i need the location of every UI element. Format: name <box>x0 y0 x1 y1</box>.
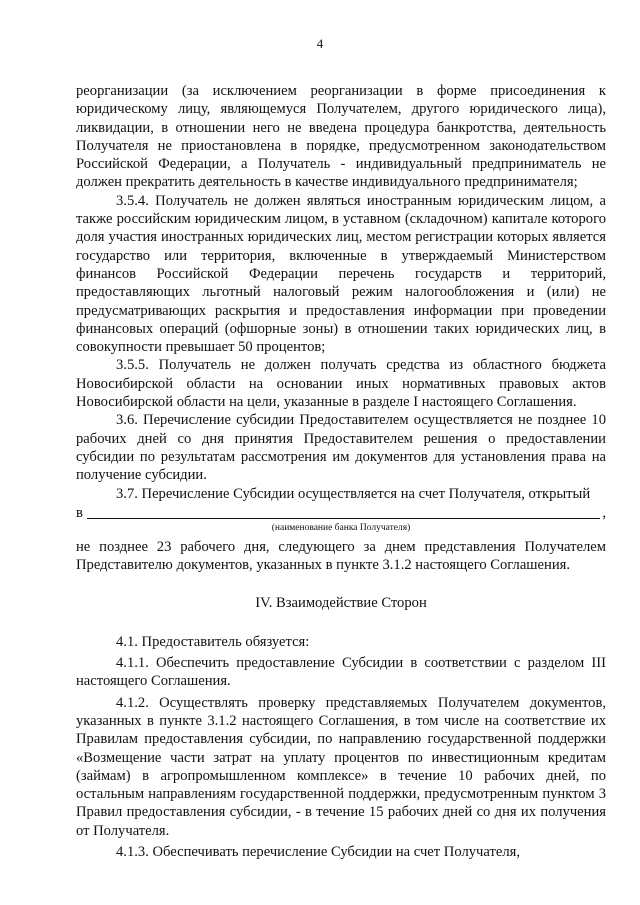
bank-field-prefix: в <box>76 504 83 521</box>
document-body <box>76 82 606 861</box>
paragraph-4-1-3: 4.1.3. Обеспечивать перечисление Субсидии на счет Получателя, <box>116 843 520 860</box>
page-number: 4 <box>316 36 324 51</box>
bank-name-caption: (наименование банка Получателя) <box>271 522 411 533</box>
bank-field-suffix: , <box>602 504 606 521</box>
paragraph-3-7: 3.7. Перечисление Субсидии осуществляется на счет Получателя, открытый <box>116 485 591 502</box>
paragraph-3-5-5: 3.5.5. Получатель не должен получать средства из областного бюджета Новосибирской области на основании иных нормативных правовых актов Новосибирской области на цели, указанные в разделе I настоящего Соглашения. <box>76 357 606 411</box>
paragraph-3-6: 3.6. Перечисление субсидии Предоставителем осуществляется не позднее 10 рабочих дней со дня принятия Предоставителем решения о предоставлении субсидии по результатам рассмотрения им документов для установления права на получение субсидии. <box>76 412 606 484</box>
paragraph-4-1: 4.1. Предоставитель обязуется: <box>116 633 310 650</box>
bank-name-field <box>76 503 606 522</box>
paragraph-3-5-4: 3.5.4. Получатель не должен являться иностранным юридическим лицом, а также российским юридическим лицом, в уставном (складочном) капитале которого доля участия иностранных юридических лиц, местом регистрации которых является государство или территория, включенные в утверждаемый Министерством финансов Российской Федерации перечень государств и территорий, предоставляющих льготный налоговый режим налогообложения и (или) не предусматривающих раскрытия и предоставления информации при проведении финансовых операций (офшорные зоны) в отношении таких юридических лиц, в совокупности превышает 50 процентов; <box>76 192 606 356</box>
paragraph-reorganization: реорганизации (за исключением реорганизации в форме присоединения к юридическому лицу, являющемуся Получателем, другого юридического лица), ликвидации, в отношении него не введена процедура банкротства, деятельность Получателя не приостановлена в порядке, предусмотренном законодательством Российской Федерации, а Получатель - индивидуальный предприниматель не должен прекратить деятельность в качестве индивидуального предпринимателя; <box>76 83 606 191</box>
paragraph-4-1-1: 4.1.1. Обеспечить предоставление Субсидии в соответствии с разделом III настоящего Соглашения. <box>76 655 606 690</box>
bank-name-blank-line <box>87 505 600 519</box>
section-title: IV. Взаимодействие Сторон <box>255 595 427 612</box>
paragraph-4-1-2: 4.1.2. Осуществлять проверку представляемых Получателем документов, указанных в пункте 3.1.2 настоящего Соглашения, в том числе на соответствие их Правилам предоставления субсидии, по направлению государственной поддержки «Возмещение части затрат на уплату процентов по инвестиционным кредитам (займам) в агропромышленном комплексе» в течение 10 рабочих дней, по остальным направлениям государственной поддержки, предусмотренным пунктом 3 Правил предоставления субсидии, - в течение 15 рабочих дней со дня их получения от Получателя. <box>76 694 606 839</box>
paragraph-transfer-deadline: не позднее 23 рабочего дня, следующего за днем представления Получателем Представителю документов, указанных в пункте 3.1.2 настоящего Соглашения. <box>76 538 606 574</box>
